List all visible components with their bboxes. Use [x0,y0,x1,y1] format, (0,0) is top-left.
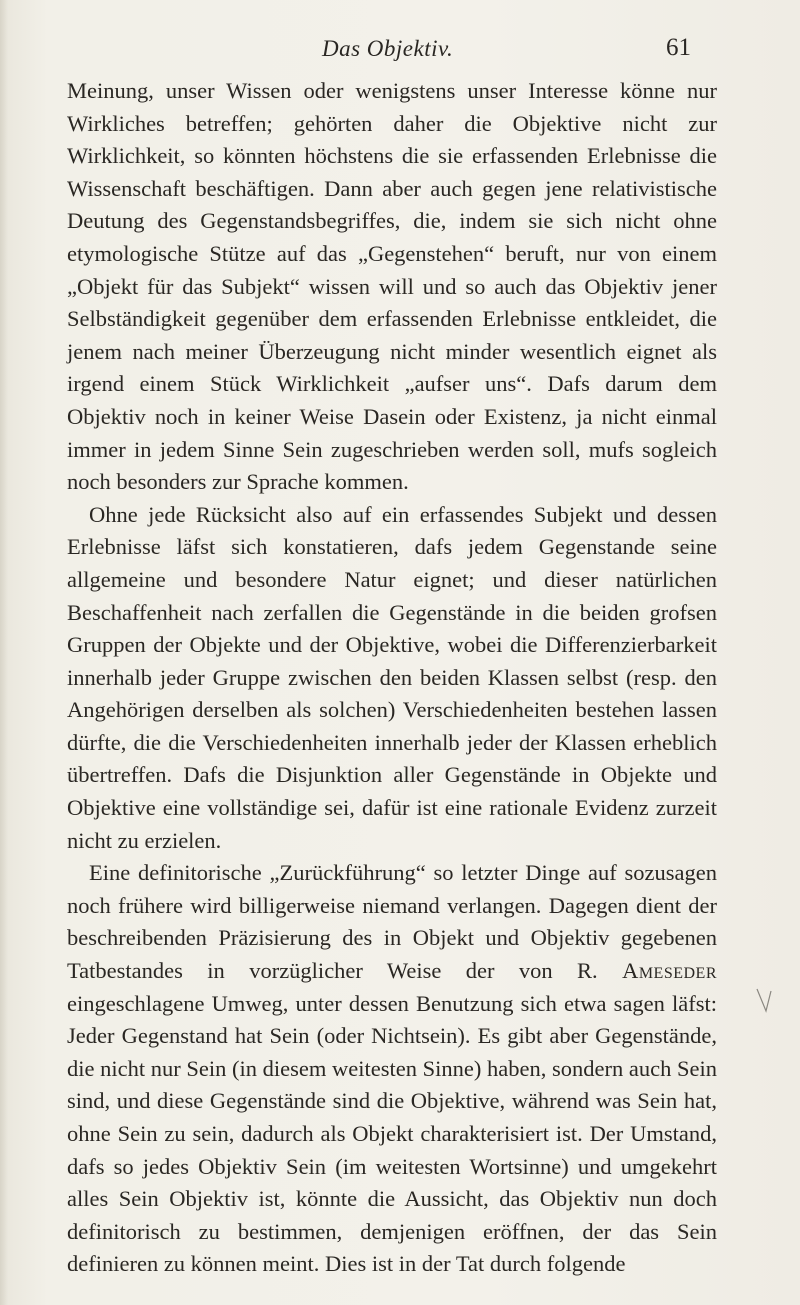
paragraph-2-text: Ohne jede Rücksicht also auf ein erfassendes Subjekt und dessen Erlebnisse läfst sich konstatieren, dafs jedem Gegenstande seine allgemeine und besondere Natur eignet; und dieser natürlichen Beschaffenheit nach zerfallen die Gegenstände in die beiden grofsen Gruppen der Objekte und der Objektive, wobei die Differenzierbarkeit innerhalb jeder Gruppe zwischen den beiden Klassen selbst (resp. den Angehörigen derselben als solchen) Verschiedenheiten bestehen lassen dürfte, die die Verschiedenheiten innerhalb jeder der Klassen erheblich übertreffen. Dafs die Disjunktion aller Gegenstände in Objekte und Objektive eine vollständige sei, dafür ist eine rationale Evidenz zurzeit nicht zu erzielen. [67,501,717,853]
paragraph-3-text-start: Eine definitorische „Zurückführung“ so letzter Dinge auf sozusagen noch frühere wird billigerweise niemand verlangen. Dagegen dient der beschreibenden Präzisierung des in Objekt und Objektiv gegebenen Tatbestandes in vorzüglicher Weise der von R. [67,860,717,984]
running-title: Das Objektiv. [322,36,454,61]
paragraph-1-text: Meinung, unser Wissen oder wenigstens unser Interesse könne nur Wirkliches betreffen; gehörten daher die Objektive nicht zur Wirklichkeit, so könnten höchstens die sie erfassenden Erlebnisse die Wissenschaft beschäftigen. Dann aber auch gegen jene relativistische Deutung des Gegenstandsbegriffes, die, indem sie sich nicht ohne etymologische Stütze auf das „Gegenstehen“ beruft, nur von einem „Objekt für das Subjekt“ wissen will und so auch das Objektiv jener Selbständigkeit gegenüber dem erfassenden Erlebnisse entkleidet, die jenem nach meiner Überzeugung nicht minder wesentlich eignet als irgend einem Stück Wirklichkeit „aufser uns“. Dafs darum dem Objektiv noch in keiner Weise Dasein oder Existenz, ja nicht einmal immer in jedem Sinne Sein zugeschrieben werden soll, mufs sogleich noch besonders zur Sprache kommen. [67,78,717,495]
body-text [67,75,717,1281]
paragraph-1 [67,75,717,499]
paragraph-3 [67,857,717,1281]
page-edge-shadow [0,0,8,1305]
page-header [0,32,800,66]
paragraph-2 [67,499,717,858]
pencil-mark-icon [754,985,774,1015]
author-name: Ameseder [622,958,717,984]
paragraph-3-text-end: eingeschlagene Umweg, unter dessen Benutzung sich etwa sagen läfst: Jeder Gegenstand hat Sein (oder Nichtsein). Es gibt aber Gegenstände, die nicht nur Sein (in diesem weitesten Sinne) haben, sondern auch Sein sind, und diese Gegenstände sind die Objektive, während was Sein hat, ohne Sein zu sein, dadurch als Objekt charakterisiert ist. Der Umstand, dafs so jedes Objektiv Sein (im weitesten Wortsinne) und umgekehrt alles Sein Objektiv ist, könnte die Aussicht, das Objektiv nun doch definitorisch zu bestimmen, demjenigen eröffnen, der das Sein definieren zu können meint. Dies ist in der Tat durch folgende [67,990,717,1277]
page-number: 61 [666,34,691,61]
